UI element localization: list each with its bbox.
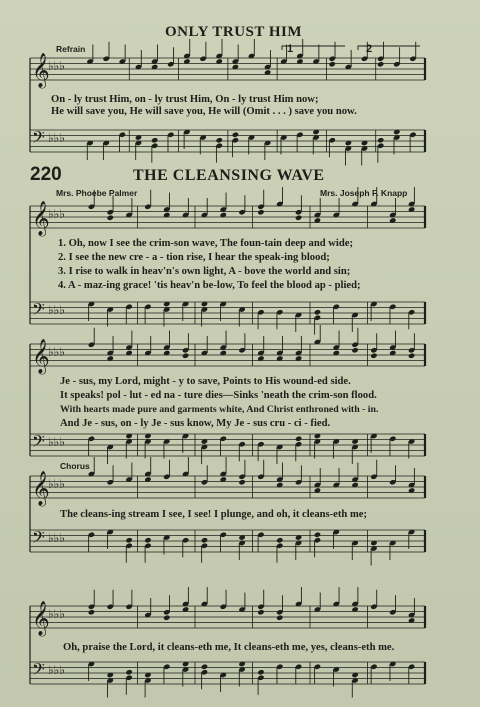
system-3-treble	[30, 476, 425, 498]
svg-text:♭♭♭: ♭♭♭	[48, 531, 65, 545]
chorus-label: Chorus	[60, 461, 90, 471]
ending-2-label: 2	[366, 43, 373, 55]
chorus-line-2: Oh, praise the Lord, it cleans-eth me, It cleans-eth me, yes, cleans-eth me.	[63, 642, 395, 653]
svg-text:𝄢: 𝄢	[32, 659, 45, 683]
system-1-treble	[30, 206, 425, 228]
svg-text:𝄞: 𝄞	[32, 53, 50, 88]
verse-1-line-b: Je - sus, my Lord, might - y to save, Points to His wound-ed side.	[60, 376, 351, 387]
svg-text:𝄢: 𝄢	[32, 431, 45, 455]
system-4-treble	[30, 606, 425, 628]
svg-text:♭♭♭: ♭♭♭	[48, 303, 65, 317]
svg-text:♭♭♭: ♭♭♭	[48, 607, 65, 621]
top-lyric-line-2: He will save you, He will save you, He will (Omit . . . ) save you now.	[51, 106, 357, 117]
svg-text:𝄢: 𝄢	[32, 299, 45, 323]
chorus-line-1: The cleans-ing stream I see, I see! I plunge, and oh, it cleans-eth me;	[60, 509, 368, 520]
svg-text:𝄢: 𝄢	[32, 527, 45, 551]
system-2-bass	[30, 434, 425, 456]
verse-1-line-a: 1. Oh, now I see the crim-son wave, The foun-tain deep and wide;	[58, 238, 353, 249]
svg-text:𝄞: 𝄞	[32, 471, 50, 506]
system-3-bass	[30, 530, 425, 552]
verse-2-line-b: It speaks! pol - lut - ed na - ture dies—Sinks 'neath the crim-son flood.	[60, 390, 377, 401]
top-lyric-line-1: On - ly trust Him, on - ly trust Him, On - ly trust Him now;	[51, 94, 319, 105]
svg-text:♭♭♭: ♭♭♭	[48, 59, 65, 73]
svg-text:♭♭♭: ♭♭♭	[48, 345, 65, 359]
svg-text:𝄞: 𝄞	[32, 201, 50, 236]
svg-text:𝄢: 𝄢	[32, 127, 45, 151]
system-2-treble	[30, 344, 425, 366]
verse-3-line-b: With hearts made pure and garments white, And Christ enthroned with - in.	[60, 404, 379, 415]
svg-text:♭♭♭: ♭♭♭	[48, 131, 65, 145]
verse-4-line-b: And Je - sus, on - ly Je - sus know, My Je - sus cru - ci - fied.	[60, 418, 331, 429]
hymn-composer: Mrs. Joseph F. Knapp	[320, 188, 408, 198]
refrain-label: Refrain	[56, 44, 86, 54]
svg-text:♭♭♭: ♭♭♭	[48, 207, 65, 221]
top-hymn-title: ONLY TRUST HIM	[165, 24, 303, 40]
svg-text:♭♭♭: ♭♭♭	[48, 663, 65, 677]
svg-text:♭♭♭: ♭♭♭	[48, 477, 65, 491]
ending-1-label: 1	[287, 43, 294, 55]
svg-text:𝄞: 𝄞	[32, 339, 50, 374]
hymn-number: 220	[30, 164, 62, 185]
verse-4-line-a: 4. A - maz-ing grace! 'tis heav'n be-low, To feel the blood ap - plied;	[58, 280, 361, 291]
svg-text:𝄞: 𝄞	[32, 601, 50, 636]
svg-text:♭♭♭: ♭♭♭	[48, 435, 65, 449]
hymn-title: THE CLEANSING WAVE	[133, 167, 325, 184]
hymn-author: Mrs. Phoebe Palmer	[56, 188, 138, 198]
verse-3-line-a: 3. I rise to walk in heav'n's own light, A - bove the world and sin;	[58, 266, 351, 277]
verse-2-line-a: 2. I see the new cre - a - tion rise, I hear the speak-ing blood;	[58, 252, 330, 263]
